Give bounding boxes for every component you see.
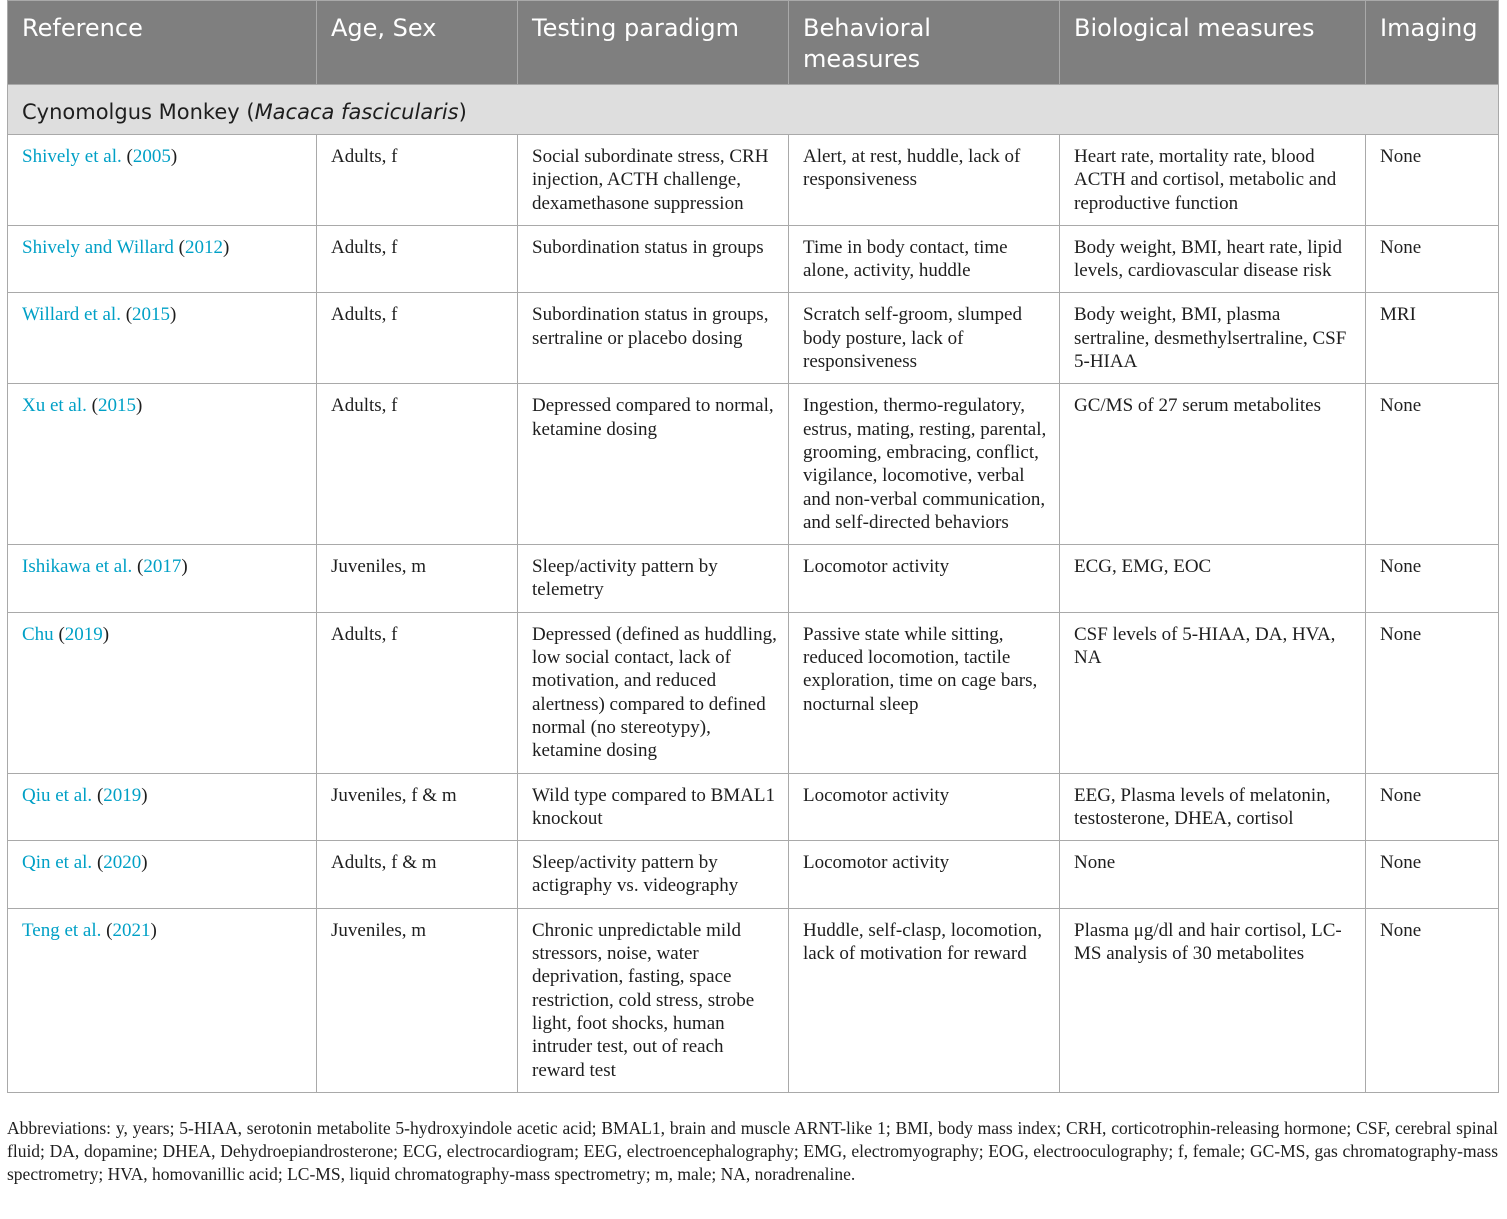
- biological-measures-cell: CSF levels of 5-HIAA, DA, HVA, NA: [1060, 612, 1366, 773]
- reference-year-link[interactable]: 2020: [103, 852, 142, 874]
- reference-author-link[interactable]: Shively et al.: [22, 146, 122, 167]
- reference-cell: Qin et al. (2020): [8, 841, 317, 909]
- age-sex-cell: Adults, f: [317, 293, 518, 384]
- behavioral-measures-cell: Locomotor activity: [789, 545, 1060, 613]
- reference-author-link[interactable]: Qin et al.: [22, 852, 93, 874]
- table-row: [8, 545, 1499, 613]
- reference-author-link[interactable]: Qiu et al.: [22, 784, 93, 806]
- testing-paradigm-cell: Subordination status in groups: [518, 225, 789, 293]
- behavioral-measures-cell: Huddle, self-clasp, locomotion, lack of motivation for reward: [789, 908, 1060, 1092]
- age-sex-cell: Adults, f: [317, 225, 518, 293]
- testing-paradigm-cell: Depressed compared to normal, ketamine dosing: [518, 384, 789, 545]
- imaging-cell: MRI: [1366, 293, 1499, 384]
- behavioral-measures-cell: Scratch self-groom, slumped body posture, lack of responsiveness: [789, 293, 1060, 384]
- section-label: Cynomolgus Monkey (Macaca fascicularis): [8, 85, 1499, 135]
- behavioral-measures-cell: Locomotor activity: [789, 773, 1060, 841]
- testing-paradigm-cell: Depressed (defined as huddling, low social contact, lack of motivation, and reduced alertness) compared to defined normal (no stereotypy), ketamine dosing: [518, 612, 789, 773]
- header-age-sex: Age, Sex: [317, 1, 518, 85]
- reference-cell: Teng et al. (2021): [8, 908, 317, 1092]
- age-sex-cell: Adults, f: [317, 612, 518, 773]
- imaging-cell: None: [1366, 135, 1499, 226]
- biological-measures-cell: Plasma μg/dl and hair cortisol, LC-MS analysis of 30 metabolites: [1060, 908, 1366, 1092]
- biological-measures-cell: GC/MS of 27 serum metabolites: [1060, 384, 1366, 545]
- header-biological-measures: Biological measures: [1060, 1, 1366, 85]
- testing-paradigm-cell: Social subordinate stress, CRH injection, ACTH challenge, dexamethasone suppression: [518, 135, 789, 226]
- reference-cell: Willard et al. (2015): [8, 293, 317, 384]
- reference-cell: Ishikawa et al. (2017): [8, 545, 317, 613]
- imaging-cell: None: [1366, 225, 1499, 293]
- behavioral-measures-cell: Ingestion, thermo-regulatory, estrus, mating, resting, parental, grooming, embracing, conflict, vigilance, locomotive, verbal and non-verbal communication, and self-directed behaviors: [789, 384, 1060, 545]
- imaging-cell: None: [1366, 841, 1499, 909]
- imaging-cell: None: [1366, 545, 1499, 613]
- header-testing-paradigm: Testing paradigm: [518, 1, 789, 85]
- header-behavioral-measures: Behavioral measures: [789, 1, 1060, 85]
- testing-paradigm-cell: Sleep/activity pattern by actigraphy vs. videography: [518, 841, 789, 909]
- reference-author-link[interactable]: Shively and Willard: [22, 236, 174, 258]
- reference-cell: Xu et al. (2015): [8, 384, 317, 545]
- reference-cell: Qiu et al. (2019): [8, 773, 317, 841]
- reference-year-link[interactable]: 2021: [112, 919, 151, 941]
- reference-author-link[interactable]: Ishikawa et al.: [22, 556, 133, 578]
- age-sex-cell: Juveniles, f & m: [317, 773, 518, 841]
- section-row: [8, 85, 1499, 135]
- species-name: Macaca fascicularis: [254, 99, 459, 124]
- reference-year-link[interactable]: 2015: [132, 304, 171, 326]
- reference-year-link[interactable]: 2019: [103, 784, 142, 806]
- header-row: [8, 1, 1499, 85]
- reference-year-link[interactable]: 2012: [185, 236, 223, 258]
- table-row: [8, 293, 1499, 384]
- table-row: [8, 135, 1499, 226]
- biological-measures-cell: Heart rate, mortality rate, blood ACTH and cortisol, metabolic and reproductive function: [1060, 135, 1366, 226]
- reference-author-link[interactable]: Xu et al.: [22, 395, 87, 417]
- biological-measures-cell: None: [1060, 841, 1366, 909]
- testing-paradigm-cell: Chronic unpredictable mild stressors, noise, water deprivation, fasting, space restriction, cold stress, strobe light, foot shocks, human intruder test, out of reach reward test: [518, 908, 789, 1092]
- reference-cell: Shively et al. (2005): [8, 135, 317, 226]
- table-row: [8, 908, 1499, 1092]
- imaging-cell: None: [1366, 384, 1499, 545]
- testing-paradigm-cell: Wild type compared to BMAL1 knockout: [518, 773, 789, 841]
- data-table: [7, 0, 1499, 1093]
- biological-measures-cell: Body weight, BMI, heart rate, lipid levels, cardiovascular disease risk: [1060, 225, 1366, 293]
- table-row: [8, 612, 1499, 773]
- biological-measures-cell: Body weight, BMI, plasma sertraline, desmethylsertraline, CSF 5-HIAA: [1060, 293, 1366, 384]
- header-imaging: Imaging: [1366, 1, 1499, 85]
- age-sex-cell: Juveniles, m: [317, 908, 518, 1092]
- age-sex-cell: Juveniles, m: [317, 545, 518, 613]
- reference-year-link[interactable]: 2017: [143, 556, 182, 578]
- reference-author-link[interactable]: Chu: [22, 623, 54, 645]
- reference-year-link[interactable]: 2019: [64, 623, 103, 645]
- reference-cell: Shively and Willard (2012): [8, 225, 317, 293]
- reference-author-link[interactable]: Teng et al.: [22, 919, 102, 941]
- age-sex-cell: Adults, f & m: [317, 841, 518, 909]
- behavioral-measures-cell: Time in body contact, time alone, activity, huddle: [789, 225, 1060, 293]
- age-sex-cell: Adults, f: [317, 135, 518, 226]
- header-reference: Reference: [8, 1, 317, 85]
- behavioral-measures-cell: Passive state while sitting, reduced locomotion, tactile exploration, time on cage bars, nocturnal sleep: [789, 612, 1060, 773]
- biological-measures-cell: EEG, Plasma levels of melatonin, testosterone, DHEA, cortisol: [1060, 773, 1366, 841]
- reference-year-link[interactable]: 2005: [132, 146, 171, 167]
- table-row: [8, 773, 1499, 841]
- behavioral-measures-cell: Alert, at rest, huddle, lack of responsiveness: [789, 135, 1060, 226]
- imaging-cell: None: [1366, 773, 1499, 841]
- testing-paradigm-cell: Sleep/activity pattern by telemetry: [518, 545, 789, 613]
- table-row: [8, 384, 1499, 545]
- reference-cell: Chu (2019): [8, 612, 317, 773]
- testing-paradigm-cell: Subordination status in groups, sertraline or placebo dosing: [518, 293, 789, 384]
- reference-year-link[interactable]: 2015: [97, 395, 136, 417]
- imaging-cell: None: [1366, 612, 1499, 773]
- behavioral-measures-cell: Locomotor activity: [789, 841, 1060, 909]
- age-sex-cell: Adults, f: [317, 384, 518, 545]
- abbreviations-footnote: Abbreviations: y, years; 5-HIAA, serotonin metabolite 5-hydroxyindole acetic acid; BMAL1, brain and muscle ARNT-like 1; BMI, body mass index; CRH, corticotrophin-releasing hormone; CSF, cerebral spinal fluid; DA, dopamine; DHEA, Dehydroepiandrosterone; ECG, electrocardiogram; EEG, electroencephalography; EMG, electromyography; EOG, electrooculography; f, female; GC-MS, gas chromatography-mass spectrometry; HVA, homovanillic acid; LC-MS, liquid chromatography-mass spectrometry; m, male; NA, noradrenaline.: [7, 1118, 1498, 1185]
- imaging-cell: None: [1366, 908, 1499, 1092]
- table-row: [8, 841, 1499, 909]
- reference-author-link[interactable]: Willard et al.: [22, 304, 121, 326]
- table-row: [8, 225, 1499, 293]
- biological-measures-cell: ECG, EMG, EOC: [1060, 545, 1366, 613]
